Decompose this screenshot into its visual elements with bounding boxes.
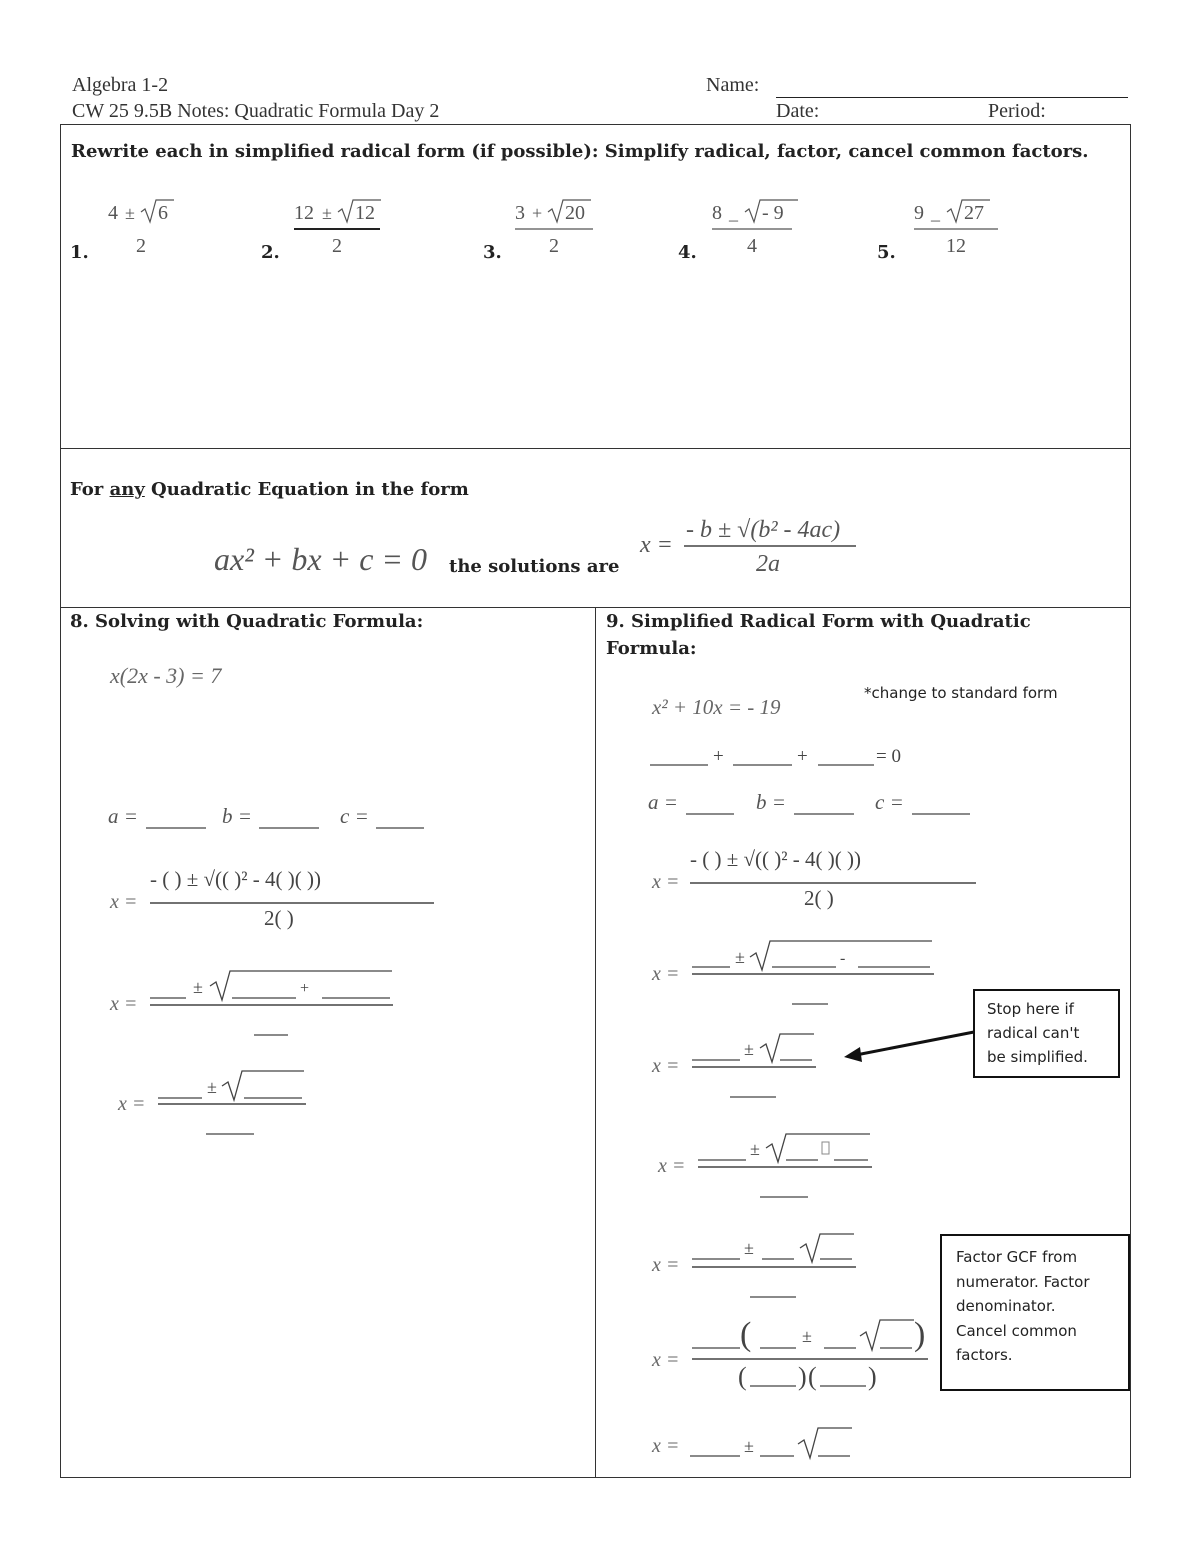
stop-note-line-3: be simplified. (987, 1048, 1088, 1066)
problem-number-3: 3. (483, 242, 502, 263)
s8-l2-plus: + (300, 980, 310, 997)
problem-lead-1: 4 (108, 202, 118, 224)
problem-lead-2: 12 (294, 202, 314, 224)
s9-l7-radical (798, 1428, 852, 1458)
problem-lead-4: 8 (712, 202, 722, 224)
standard-form-note: *change to standard form (864, 684, 1058, 702)
s8-x-eq-1: x = (110, 891, 138, 913)
formula-lhs: x = (640, 532, 673, 558)
s9-formula-denominator: 2( ) (804, 886, 834, 910)
section9-equation: x² + 10x = - 19 (652, 695, 781, 719)
s9-l4-radical (766, 1134, 870, 1162)
section9-title-line1: 9. Simplified Radical Form with Quadratic (606, 611, 1031, 632)
s9-formula-numerator: - ( ) ± √(( )² - 4( )( )) (690, 847, 862, 871)
s9-std-eq-zero: = 0 (876, 746, 901, 767)
section8-title: 8. Solving with Quadratic Formula: (70, 611, 424, 632)
factor-callout (940, 1234, 1130, 1391)
problem-denominator-1: 2 (136, 235, 146, 257)
problem-denominator-5: 12 (946, 235, 966, 257)
intro-suffix: Quadratic Equation in the form (144, 479, 469, 500)
problem-operator-4: _ (729, 203, 738, 223)
solutions-label: the solutions are (449, 556, 620, 577)
stop-arrow-head (844, 1047, 862, 1062)
problem-radicand-4: - 9 (762, 202, 784, 224)
section1-instruction: Rewrite each in simplified radical form (if possible): Simplify radical, factor, cancel common factors. (71, 141, 1089, 162)
problem-radicand-2: 12 (355, 202, 375, 224)
s9-x-eq-6: x = (652, 1349, 680, 1371)
section9-title-line2: Formula: (606, 638, 697, 659)
s8-a-label: a = (108, 804, 138, 828)
s9-l2-minus: - (840, 950, 846, 967)
s8-c-label: c = (340, 804, 369, 828)
factor-note-line-3: denominator. (956, 1297, 1056, 1315)
factor-note-line-1: Factor GCF from (956, 1248, 1078, 1266)
factor-note-line-4: Cancel common (956, 1321, 1077, 1340)
s8-x-eq-2: x = (110, 993, 138, 1015)
s9-l6-pm: ± (802, 1326, 812, 1346)
s9-l5-pm: ± (744, 1238, 754, 1258)
problem-lead-5: 9 (914, 202, 924, 224)
problem-denominator-2: 2 (332, 235, 342, 257)
s9-x-eq-2: x = (652, 963, 680, 985)
s9-std-plus-2: + (797, 746, 808, 767)
intro-emphasis: any (109, 479, 145, 500)
s9-x-eq-5: x = (652, 1254, 680, 1276)
s9-l6-den-close-2: ) (868, 1362, 877, 1391)
problem-denominator-3: 2 (549, 235, 559, 257)
problem-operator-5: _ (931, 203, 940, 223)
s9-l3-pm: ± (744, 1039, 754, 1059)
problem-radicand-5: 27 (964, 202, 984, 224)
s9-l6-open-paren: ( (740, 1316, 752, 1353)
s9-l4-times-placeholder (822, 1142, 829, 1154)
s9-l6-den-open-1: ( (738, 1362, 747, 1391)
date-label: Date: (776, 100, 820, 122)
problem-number-4: 4. (678, 242, 697, 263)
s9-b-label: b = (756, 790, 786, 814)
s9-l7-pm: ± (744, 1436, 754, 1456)
s9-x-eq-3: x = (652, 1055, 680, 1077)
problem-radicand-3: 20 (565, 202, 585, 224)
s9-l5-radical (800, 1234, 854, 1262)
s9-l6-den-close-1: ) (798, 1362, 807, 1391)
s9-x-eq-1: x = (652, 871, 680, 893)
problem-operator-2: ± (322, 203, 332, 223)
s9-x-eq-4: x = (658, 1155, 686, 1177)
s9-x-eq-7: x = (652, 1435, 680, 1457)
problem-number-1: 1. (70, 242, 89, 263)
standard-form-equation: ax² + bx + c = 0 (214, 541, 427, 577)
s9-l6-den-open-2: ( (808, 1362, 817, 1391)
problem-lead-3: 3 (515, 202, 525, 224)
factor-note-line-5: factors. (956, 1346, 1013, 1364)
problem-number-5: 5. (877, 242, 896, 263)
s9-l4-pm: ± (750, 1139, 760, 1159)
s9-l2-pm: ± (735, 947, 745, 967)
problem-denominator-4: 4 (747, 235, 757, 257)
problem-operator-3: + (532, 203, 543, 223)
intro-prefix: For (70, 479, 110, 500)
course-title: Algebra 1-2 (72, 74, 169, 96)
stop-arrow-line (856, 1032, 974, 1055)
stop-note-line-2: radical can't (987, 1024, 1080, 1042)
s8-b-label: b = (222, 804, 252, 828)
stop-note-line-1: Stop here if (987, 1000, 1074, 1018)
stop-here-callout (973, 989, 1120, 1078)
s9-c-label: c = (875, 790, 904, 814)
s9-std-plus-1: + (713, 746, 724, 767)
s8-x-eq-3: x = (118, 1093, 146, 1115)
s9-l6-radical (860, 1320, 914, 1350)
s9-a-label: a = (648, 790, 678, 814)
s8-l3-pm: ± (207, 1077, 217, 1097)
s8-formula-denominator: 2( ) (264, 906, 294, 930)
s9-l3-radical (760, 1034, 814, 1062)
name-label: Name: (706, 74, 760, 96)
s9-l6-close-paren: ) (914, 1316, 926, 1353)
worksheet-subtitle: CW 25 9.5B Notes: Quadratic Formula Day 2 (72, 100, 440, 122)
s8-l2-pm: ± (193, 977, 203, 997)
formula-denominator: 2a (756, 551, 780, 577)
s8-formula-numerator: - ( ) ± √(( )² - 4( )( )) (150, 867, 322, 891)
period-label: Period: (988, 100, 1046, 122)
problem-radicand-1: 6 (158, 202, 168, 224)
factor-note-line-2: numerator. Factor (956, 1272, 1090, 1291)
problem-number-2: 2. (261, 242, 280, 263)
formula-numerator: - b ± √(b² - 4ac) (686, 517, 841, 543)
section8-equation: x(2x - 3) = 7 (110, 663, 222, 688)
problem-operator-1: ± (125, 203, 135, 223)
